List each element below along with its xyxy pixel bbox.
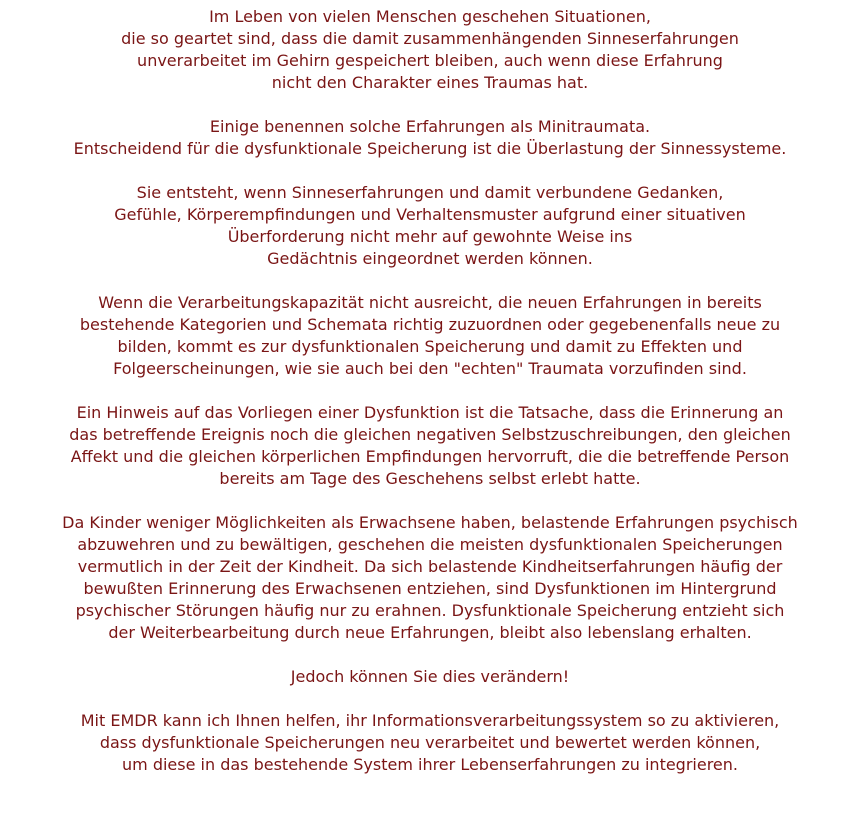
text-line: Einige benennen solche Erfahrungen als Minitraumata. <box>209 117 651 136</box>
text-line: Gefühle, Körperempfindungen und Verhaltensmuster aufgrund einer situativen <box>114 205 746 224</box>
text-line: Affekt und die gleichen körperlichen Empfindungen hervorruft, die die betreffende Person <box>70 447 790 466</box>
text-line: Ein Hinweis auf das Vorliegen einer Dysfunktion ist die Tatsache, dass die Erinnerung an <box>76 403 784 422</box>
paragraph-minitraumata <box>0 116 860 160</box>
text-line: Folgeerscheinungen, wie sie auch bei den "echten" Traumata vorzufinden sind. <box>113 359 747 378</box>
text-line: abzuwehren und zu bewältigen, geschehen die meisten dysfunktionalen Speicherungen <box>77 535 783 554</box>
paragraph-emdr-help <box>0 710 860 776</box>
text-line: unverarbeitet im Gehirn gespeichert bleiben, auch wenn diese Erfahrung <box>137 51 723 70</box>
text-line: bestehende Kategorien und Schemata richtig zuzuordnen oder gegebenenfalls neue zu <box>79 315 781 334</box>
text-line: Im Leben von vielen Menschen geschehen Situationen, <box>209 7 651 26</box>
text-line: bilden, kommt es zur dysfunktionalen Speicherung und damit zu Effekten und <box>117 337 743 356</box>
paragraph-change-statement <box>0 666 860 688</box>
paragraph-childhood <box>0 512 860 644</box>
text-line: um diese in das bestehende System ihrer Lebenserfahrungen zu integrieren. <box>122 755 738 774</box>
paragraph-minitrauma-intro <box>0 6 860 94</box>
text-line: vermutlich in der Zeit der Kindheit. Da sich belastende Kindheitserfahrungen häufig der <box>77 557 783 576</box>
text-line: Mit EMDR kann ich Ihnen helfen, ihr Informationsverarbeitungssystem so zu aktivieren, <box>80 711 780 730</box>
text-line: bewußten Erinnerung des Erwachsenen entziehen, sind Dysfunktionen im Hintergrund <box>83 579 777 598</box>
text-line: Überforderung nicht mehr auf gewohnte Weise ins <box>227 227 633 246</box>
text-line: bereits am Tage des Geschehens selbst erlebt hatte. <box>219 469 641 488</box>
paragraph-processing-capacity <box>0 292 860 380</box>
paragraph-dysfunction-hint <box>0 402 860 490</box>
text-line: Entscheidend für die dysfunktionale Speicherung ist die Überlastung der Sinnessysteme. <box>73 139 787 158</box>
text-line: dass dysfunktionale Speicherungen neu verarbeitet und bewertet werden können, <box>99 733 761 752</box>
text-line: Wenn die Verarbeitungskapazität nicht ausreicht, die neuen Erfahrungen in bereits <box>98 293 762 312</box>
text-line: Sie entsteht, wenn Sinneserfahrungen und damit verbundene Gedanken, <box>136 183 724 202</box>
text-line: der Weiterbearbeitung durch neue Erfahrungen, bleibt also lebenslang erhalten. <box>108 623 752 642</box>
text-line: Gedächtnis eingeordnet werden können. <box>267 249 593 268</box>
text-line: nicht den Charakter eines Traumas hat. <box>271 73 589 92</box>
text-line: die so geartet sind, dass die damit zusammenhängenden Sinneserfahrungen <box>121 29 739 48</box>
article-text <box>0 6 860 798</box>
text-line: Jedoch können Sie dies verändern! <box>290 667 570 686</box>
text-line: Da Kinder weniger Möglichkeiten als Erwachsene haben, belastende Erfahrungen psychisch <box>62 513 798 532</box>
paragraph-overload <box>0 182 860 270</box>
text-line: das betreffende Ereignis noch die gleichen negativen Selbstzuschreibungen, den gleichen <box>69 425 791 444</box>
text-line: psychischer Störungen häufig nur zu erahnen. Dysfunktionale Speicherung entzieht sich <box>75 601 785 620</box>
